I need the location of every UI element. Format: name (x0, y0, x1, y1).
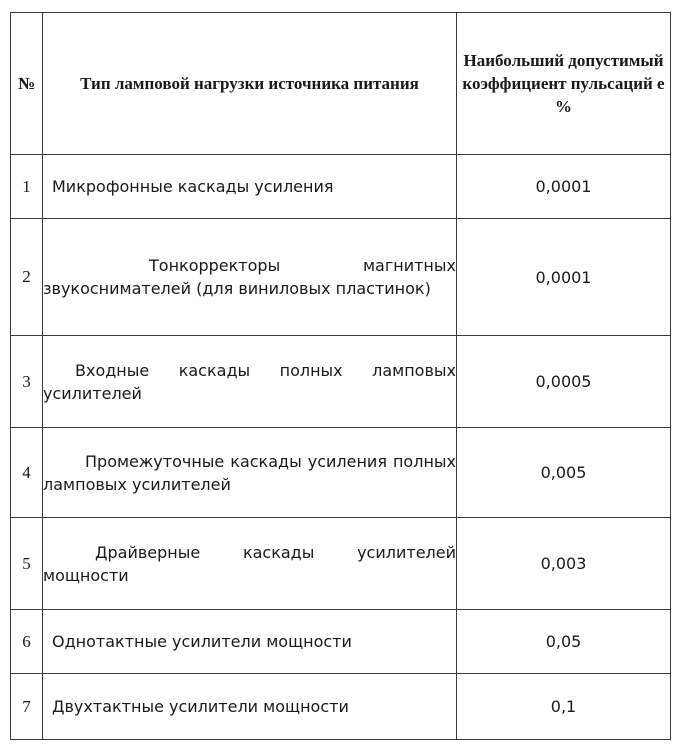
row-load-type: Промежуточные каскады усиления полных ламповых усилителей (43, 428, 457, 518)
row-number: 5 (11, 518, 43, 610)
table-row (11, 336, 671, 428)
table-row (11, 219, 671, 336)
table-row (11, 428, 671, 518)
row-ripple-value: 0,003 (457, 518, 671, 610)
row-number: 3 (11, 336, 43, 428)
row-load-type: Двухтактные усилители мощности (43, 674, 457, 740)
table-header-row (11, 13, 671, 155)
row-ripple-value: 0,0001 (457, 219, 671, 336)
row-number: 6 (11, 610, 43, 674)
row-ripple-value: 0,05 (457, 610, 671, 674)
row-load-type: Однотактные усилители мощности (43, 610, 457, 674)
ripple-coefficient-table (10, 12, 671, 740)
header-number: № (11, 13, 43, 155)
header-ripple-coefficient: Наибольший допустимый коэффициент пульсаций е % (457, 13, 671, 155)
row-ripple-value: 0,0001 (457, 155, 671, 219)
table-row (11, 610, 671, 674)
row-ripple-value: 0,1 (457, 674, 671, 740)
table-row (11, 674, 671, 740)
row-load-type: Микрофонные каскады усиления (43, 155, 457, 219)
row-number: 4 (11, 428, 43, 518)
row-ripple-value: 0,0005 (457, 336, 671, 428)
row-ripple-value: 0,005 (457, 428, 671, 518)
row-load-type: Входные каскады полных ламповых усилителей (43, 336, 457, 428)
row-number: 1 (11, 155, 43, 219)
row-number: 2 (11, 219, 43, 336)
table-row (11, 155, 671, 219)
row-load-type: Тонкорректоры магнитных звукоснимателей (для виниловых пластинок) (43, 219, 457, 336)
header-load-type: Тип ламповой нагрузки источника питания (43, 13, 457, 155)
row-number: 7 (11, 674, 43, 740)
row-load-type: Драйверные каскады усилителей мощности (43, 518, 457, 610)
table-row (11, 518, 671, 610)
